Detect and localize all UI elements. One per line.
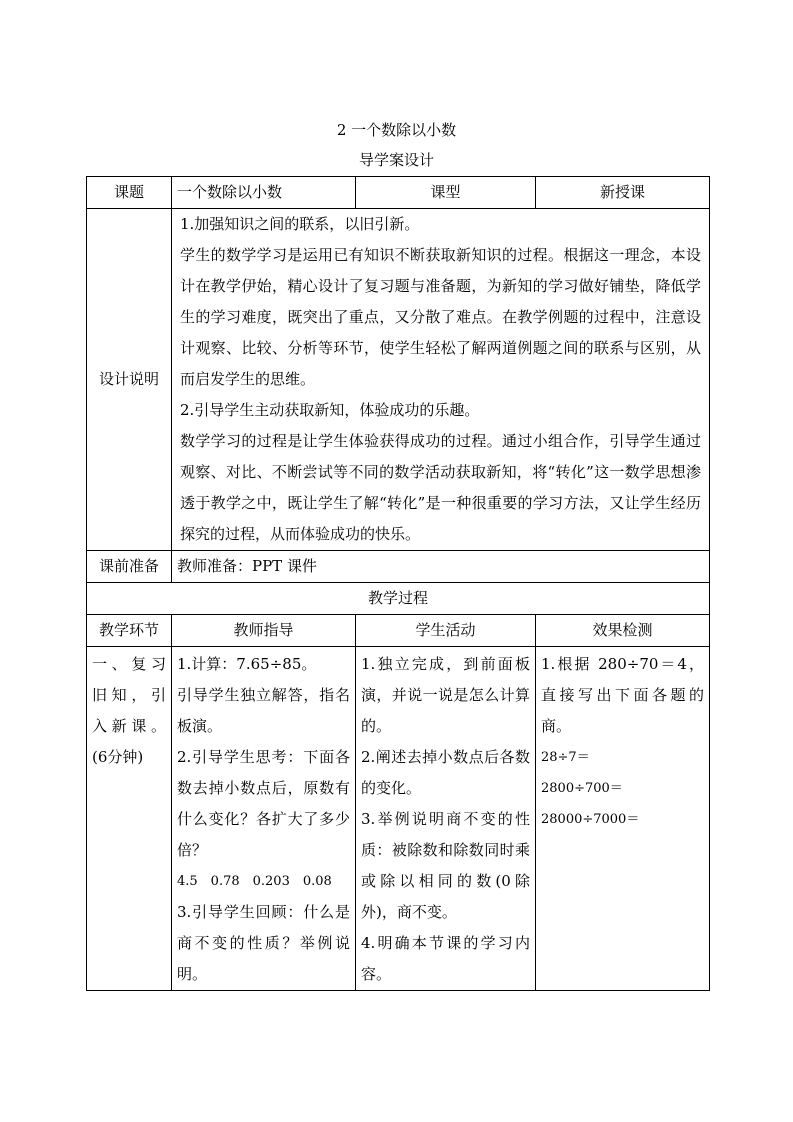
design-row xyxy=(87,209,710,551)
step1-check xyxy=(536,647,710,991)
process-heading-row xyxy=(87,583,710,615)
type-value: 新授课 xyxy=(536,177,710,209)
topic-value: 一个数除以小数 xyxy=(172,177,356,209)
design-label: 设计说明 xyxy=(87,209,172,551)
step1-stage: 一、复习旧知，引入新课。(6分钟) xyxy=(87,647,172,991)
teacher-item: 4.5 0.78 0.203 0.08 xyxy=(177,874,332,889)
col-check: 效果检测 xyxy=(536,615,710,647)
design-paragraph: 数学学习的过程是让学生体验获得成功的过程。通过小组合作，引导学生通过观察、对比、不断尝试等不同的数学活动获取新知，将“转化”这一数学思想渗透于教学之中，既让学生了解“转化”是一种很重要的学习方法，又让学生经历探究的过程，从而体验成功的快乐。 xyxy=(180,432,701,543)
student-item: 2.阐述去掉小数点后各数的变化。 xyxy=(361,748,530,797)
col-stage: 教学环节 xyxy=(87,615,172,647)
design-paragraph: 2.引导学生主动获取新知，体验成功的乐趣。 xyxy=(180,401,480,419)
topic-row xyxy=(87,177,710,209)
student-item: 4.明确本节课的学习内容。 xyxy=(361,934,530,983)
prep-label: 课前准备 xyxy=(87,551,172,583)
teacher-item: 1.计算：7.65÷85。 xyxy=(177,655,317,673)
design-paragraph: 学生的数学学习是运用已有知识不断获取新知识的过程。根据这一理念，本设计在教学伊始，精心设计了复习题与准备题，为新知的学习做好铺垫，降低学生的学习难度，既突出了重点，又分散了难点。在教学例题的过程中，注意设计观察、比较、分析等环节，使学生轻松了解两道例题之间的联系与区别，从而启发学生的思维。 xyxy=(180,246,701,388)
design-paragraph: 1.加强知识之间的联系，以旧引新。 xyxy=(180,215,420,233)
student-item: 1.独立完成，到前面板演，并说一说是怎么计算的。 xyxy=(361,655,530,735)
check-item: 28÷7＝ xyxy=(541,750,590,765)
design-content xyxy=(172,209,710,551)
student-item: 3.举例说明商不变的性质：被除数和除数同时乘或除以相同的数(0除外)，商不变。 xyxy=(361,810,530,921)
teacher-item: 引导学生独立解答，指名板演。 xyxy=(177,686,350,735)
document-title: 2 一个数除以小数 xyxy=(336,121,457,139)
prep-row xyxy=(87,551,710,583)
step1-student xyxy=(356,647,536,991)
check-item: 2800÷700＝ xyxy=(541,781,623,796)
teacher-item: 2.引导学生思考：下面各数去掉小数点后，原数有什么变化？各扩大了多少倍？ xyxy=(177,748,350,859)
check-item: 28000÷7000＝ xyxy=(541,812,640,827)
prep-value: 教师准备：PPT 课件 xyxy=(172,551,710,583)
teacher-item: 3.引导学生回顾：什么是商不变的性质？举例说明。 xyxy=(177,903,350,983)
step1-teacher xyxy=(172,647,356,991)
topic-label: 课题 xyxy=(87,177,172,209)
type-label: 课型 xyxy=(356,177,536,209)
step1-row xyxy=(87,647,710,991)
process-columns-row xyxy=(87,615,710,647)
col-student: 学生活动 xyxy=(356,615,536,647)
process-heading: 教学过程 xyxy=(87,583,710,615)
col-teacher: 教师指导 xyxy=(172,615,356,647)
document-subtitle: 导学案设计 xyxy=(358,151,434,169)
check-item: 1.根据 280÷70＝4，直接写出下面各题的商。 xyxy=(541,655,704,735)
lesson-plan-table xyxy=(86,176,710,991)
